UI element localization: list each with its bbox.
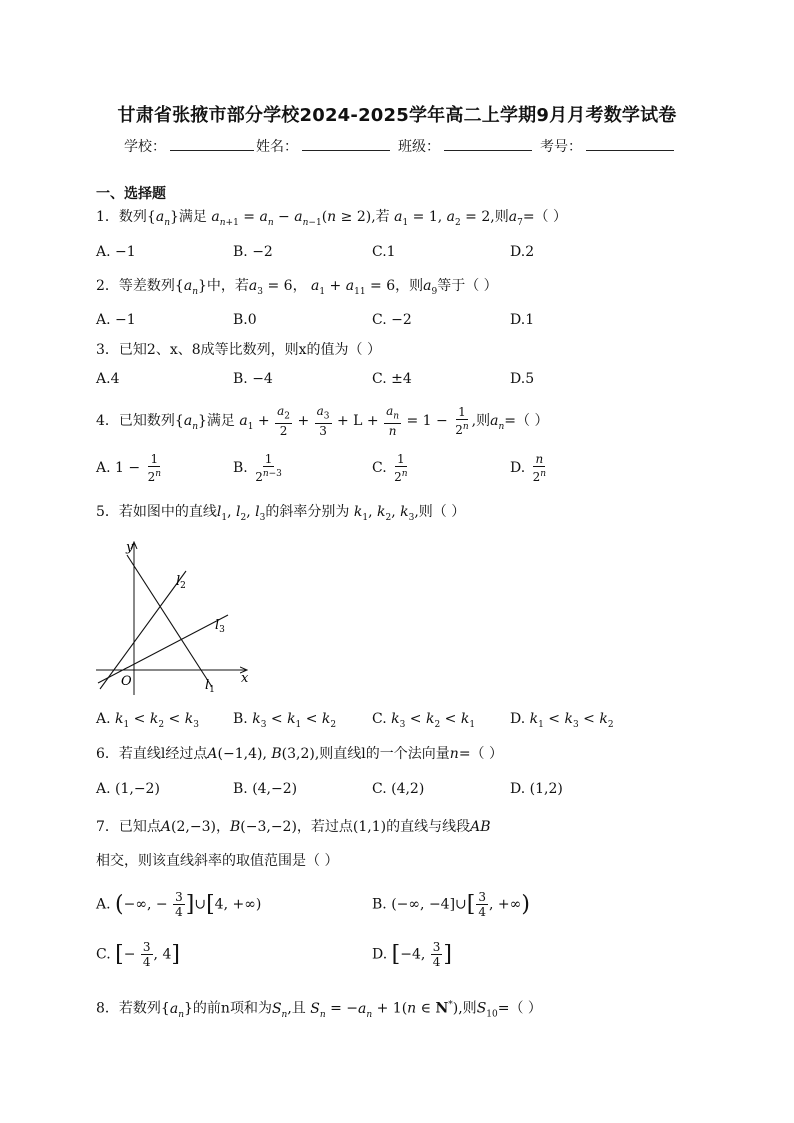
option-4b[interactable]: B. $\frac{1}{2^{n-3}}$ [233,452,282,484]
exam-number-label: 考号： [540,139,582,155]
question-4: 4．已知数列$\{a_n\}$满足 $a_1$ + $\frac{a_2}{2}$ + $\frac{a_3}{3}$ + L + $\frac{a_n}{n}$ = 1 − $\frac{1}{2^n}$ ,则$a_n=$（ ） [96,404,549,439]
lines-figure [94,537,254,697]
option-7d[interactable]: D. [−4, $\frac{3}{4}$ ] [372,940,453,969]
option-1c[interactable]: C.1 [372,244,396,260]
option-5b[interactable]: B. $k_3 < k_1 < k_2$ [233,711,337,730]
origin-label: O [121,674,132,689]
l1-label: $l_1$ [205,678,215,695]
question-3: 3．已知2、x、8成等比数列，则x的值为（ ） [96,342,381,358]
l2-label: $l_2$ [176,574,186,591]
option-5d[interactable]: D. $k_1 < k_3 < k_2$ [510,711,614,730]
line-l3 [98,615,228,683]
school-blank[interactable] [170,136,254,151]
question-2: 2．等差数列$\{a_n\}$中，若$a_3 = 6$， $a_1 + a_{11} = 6$，则$a_9$等于（ ） [96,278,498,297]
option-2b[interactable]: B.0 [233,312,257,328]
option-7a[interactable]: A. (−∞, − $\frac{3}{4}$ ]∪[4, +∞) [96,890,262,919]
option-6a[interactable]: A. (1,−2) [96,781,160,797]
line-l1 [127,555,212,687]
question-6: 6．若直线l经过点A(−1,4), B(3,2),则直线l的一个法向量n=（ ） [96,746,504,762]
y-axis-label: y [126,540,134,555]
exam-number-blank[interactable] [586,136,674,151]
option-5c[interactable]: C. $k_3 < k_2 < k_1$ [372,711,476,730]
option-3b[interactable]: B. −4 [233,371,273,387]
options-7-row1 [96,884,716,928]
student-info-line [124,136,676,156]
line-l2 [100,571,186,689]
name-label: 姓名： [256,139,298,155]
option-6b[interactable]: B. (4,−2) [233,781,298,797]
class-label: 班级： [398,139,440,155]
option-4a[interactable]: A. 1 − $\frac{1}{2^n}$ [96,452,161,484]
x-axis-label: x [241,671,249,686]
option-6d[interactable]: D. (1,2) [510,781,563,797]
option-3c[interactable]: C. ±4 [372,371,412,387]
option-1b[interactable]: B. −2 [233,244,273,260]
option-2c[interactable]: C. −2 [372,312,412,328]
question-1: 1．数列$\{a_n\}$满足 $a_{n+1} = a_n - a_{n-1}(n \ge 2)$,若 $a_1 = 1$, $a_2 = 2$,则$a_7=$（ ） [96,209,568,228]
option-1d[interactable]: D.2 [510,244,535,260]
school-label: 学校： [124,139,166,155]
question-5: 5．若如图中的直线$l_1$, $l_2$, $l_3$的斜率分别为 $k_1$, $k_2$, $k_3$,则（ ） [96,504,466,523]
name-blank[interactable] [302,136,390,151]
option-4c[interactable]: C. $\frac{1}{2^n}$ [372,452,408,484]
option-7b[interactable]: B. (−∞, −4]∪[ $\frac{3}{4}$ , +∞) [372,890,530,919]
options-7-row2 [96,934,716,978]
option-2d[interactable]: D.1 [510,312,535,328]
exam-title: 甘肃省张掖市部分学校2024-2025学年高二上学期9月月考数学试卷 [117,105,677,126]
option-3a[interactable]: A.4 [96,371,120,387]
option-2a[interactable]: A. −1 [96,312,136,328]
option-6c[interactable]: C. (4,2) [372,781,425,797]
question-7-line2: 相交，则该直线斜率的取值范围是（ ） [96,853,339,869]
class-blank[interactable] [444,136,532,151]
question-8: 8．若数列$\{a_n\}$的前n项和为$S_n$,且 $S_n = -a_n + 1(n$ ∈ N*),则$S_{10}=$（ ） [96,1000,542,1020]
option-4d[interactable]: D. $\frac{n}{2^n}$ [510,452,547,484]
option-7c[interactable]: C. [− $\frac{3}{4}$ , 4] [96,940,180,969]
option-3d[interactable]: D.5 [510,371,535,387]
l3-label: $l_3$ [215,618,225,635]
option-5a[interactable]: A. $k_1 < k_2 < k_3$ [96,711,199,730]
question-7: 7．已知点A(2,−3)，B(−3,−2)，若过点(1,1)的直线与线段AB [96,819,491,835]
section-heading: 一、选择题 [96,186,166,202]
option-1a[interactable]: A. −1 [96,244,136,260]
